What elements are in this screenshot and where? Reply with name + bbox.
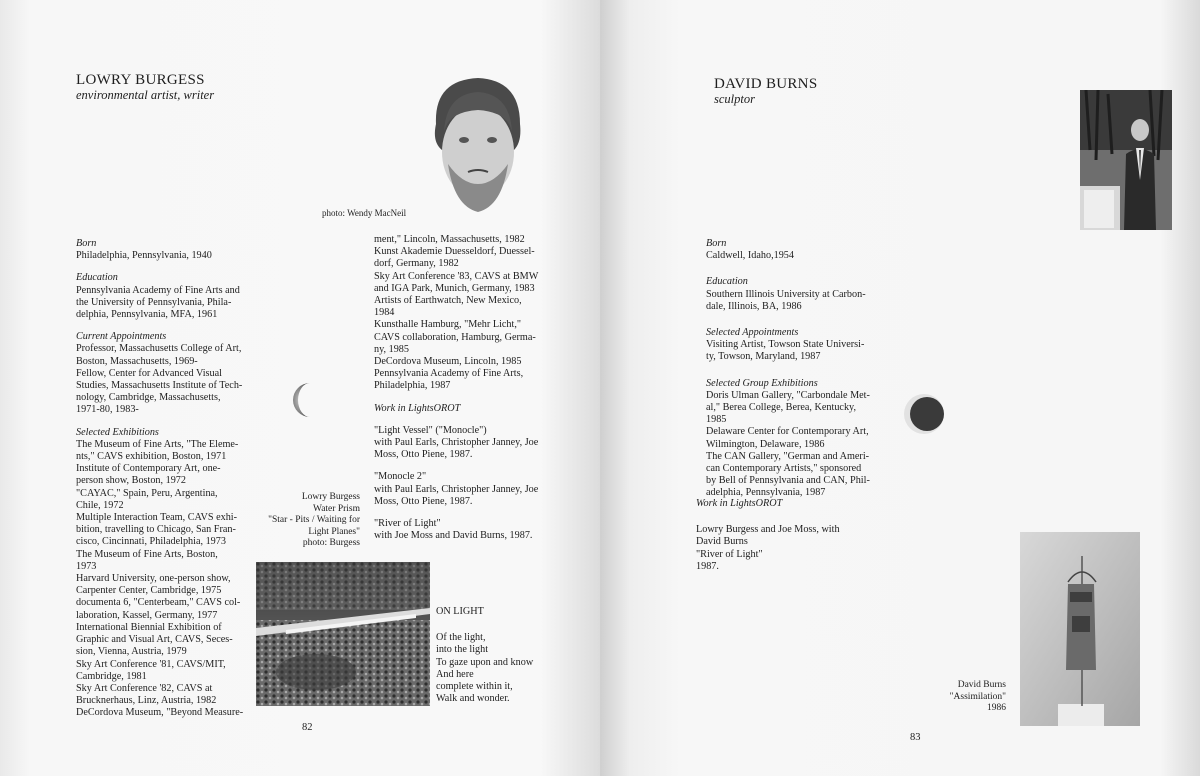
bio-column-2 [374,234,540,542]
work-item: "River of Light" with Joe Moss and David Burns, 1987. [374,518,533,542]
born-heading: Born [76,238,97,249]
poem-title: ON LIGHT [436,606,484,617]
work-text: Lowry Burgess and Joe Moss, with David Burns "River of Light" 1987. [696,524,840,572]
exhibitions-text: The Museum of Fine Arts, "The Eleme- nts," CAVS exhibition, Boston, 1971 Institute of Contemporary Art, one- person show, Boston, 1972 "CAYAC," Spain, Peru, Argentina, Chile, 1972 Multiple Interaction Team, CAVS exhi- bition, travelling to Chicago, San Fran- cisco, Cincinnati, Philadelphia, 1973 The Museum of Fine Arts, Boston, 1973 Harvard University, one-person show, Carpenter Center, Cambridge, 1975 documenta 6, "Centerbeam," CAVS col- laboration, Kassel, Germany, 1977 International Biennial Exhibition of Graphic and Visual Art, CAVS, Seces- sion, Vienna, Austria, 1979 Sky Art Conference '81, CAVS/MIT, Cambridge, 1981 Sky Art Conference '82, CAVS at Brucknerhaus, Linz, Austria, 1982 DeCordova Museum, "Beyond Measure- [76,438,244,719]
artist-name: LOWRY BURGESS [76,72,205,88]
portrait-photo [424,72,530,214]
work-item: "Light Vessel" ("Monocle") with Paul Earls, Christopher Janney, Joe Moss, Otto Piene, 1987. [374,424,539,461]
education-text: Southern Illinois University at Carbon- dale, Illinois, BA, 1986 [706,288,866,312]
exhibitions-heading: Selected Group Exhibitions [706,377,818,389]
sculpture-photo [1020,532,1140,726]
exhibitions-heading: Selected Exhibitions [76,426,159,438]
sculpture-caption: David Burns "Assimilation" 1986 [949,680,1006,713]
artist-role: sculptor [714,92,755,106]
right-page [600,0,1200,776]
artist-role: environmental artist, writer [76,88,215,102]
portrait-credit: photo: Wendy MacNeil [322,208,407,218]
education-heading: Education [706,276,748,288]
appointments-heading: Current Appointments [76,331,167,343]
work-heading: Work in LightsOROT [696,498,783,509]
born-text: Philadelphia, Pennsylvania, 1940 [76,250,212,262]
education-heading: Education [76,272,118,284]
half-moon-icon [292,382,314,418]
work-block [696,498,876,573]
bio-column [706,238,872,500]
appointments-heading: Selected Appointments [706,327,799,339]
poem-block [436,606,556,705]
exhibitions-continued: ment," Lincoln, Massachusetts, 1982 Kunst Akademie Duesseldorf, Duessel- dorf, Germany, 1982 Sky Art Conference '83, CAVS at BMW and IGA Park, Munich, Germany, 1983 Artists of Earthwatch, New Mexico, 1984 Kunsthalle Hamburg, "Mehr Licht," CAVS collaboration, Hamburg, Germa- ny, 1985 DeCordova Museum, Lincoln, 1985 Pennsylvania Academy of Fine Arts, Philadelphia, 1987 [374,234,539,392]
water-prism-caption: Lowry Burgess Water Prism "Star - Pits / Waiting for Light Planes" photo: Burgess [268,492,360,548]
work-item: "Monocle 2" with Paul Earls, Christopher Janney, Joe Moss, Otto Piene, 1987. [374,471,539,507]
water-prism-photo [256,562,430,706]
work-heading: Work in LightsOROT [374,402,461,414]
appointments-text: Visiting Artist, Towson State Universi- ty, Towson, Maryland, 1987 [706,339,865,363]
page-number: 83 [910,732,921,743]
born-heading: Born [706,238,727,249]
poem-text: Of the light, into the light To gaze upon and know And here complete within it, Walk and wonder. [436,632,534,705]
moon-icon [902,392,946,436]
exhibitions-text: Doris Ulman Gallery, "Carbondale Met- al," Berea College, Berea, Kentucky, 1985 Delaware Center for Contemporary Art, Wilmington, Delaware, 1986 The CAN Gallery, "German and Ameri- can Contemporary Artists," sponsored by Bell of Pennsylvania and CAN, Phil- adelphia, Pennsylvania, 1987 [706,389,870,499]
education-text: Pennsylvania Academy of Fine Arts and the University of Pennsylvania, Phila- delphia, Pennsylvania, MFA, 1961 [76,284,240,321]
artist-name: DAVID BURNS [714,76,818,92]
born-text: Caldwell, Idaho,1954 [706,250,794,262]
portrait-photo [1080,90,1172,230]
appointments-text: Professor, Massachusetts College of Art, Boston, Massachusetts, 1969- Fellow, Center for Advanced Visual Studies, Massachusetts Institute of Tech- nology, Cambridge, Massachusetts, 1971-80, 1983- [76,343,243,416]
page-number: 82 [302,722,313,733]
bio-column-1 [76,238,248,720]
